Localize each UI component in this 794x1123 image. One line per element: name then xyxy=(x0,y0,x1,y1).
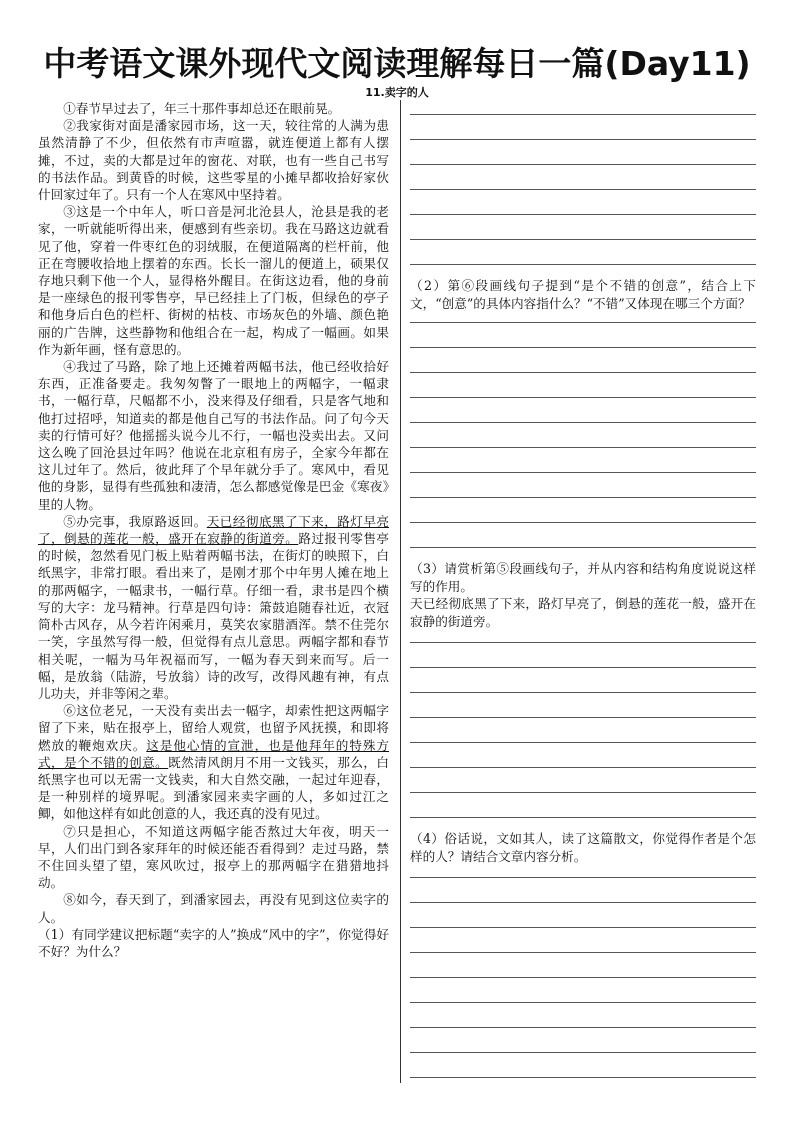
answer-line xyxy=(410,139,756,140)
answer-line xyxy=(410,1077,756,1078)
paragraph-5-lead: ⑤办完事，我原路返回。 xyxy=(63,513,207,529)
page-title: 中考语文课外现代文阅读理解每日一篇(Day11) xyxy=(43,44,751,83)
answer-lines-q2 xyxy=(410,322,756,548)
answer-line xyxy=(410,977,756,978)
question-1: （1）有同学建议把标题“卖字的人”换成“风中的字”，你觉得好不好？为什么？ xyxy=(38,926,389,959)
paragraph-6-underlined-sentence: 这是他心情的宣泄，也是他拜年的特殊方式，是个不错的创意。 xyxy=(38,737,390,770)
paragraph-3: ③这是一个中年人，听口音是河北沧县人，沧县是我的老家，一听就能听得出来，便感到有些亲切。我在马路这边就看见了他，穿着一件枣红色的羽绒服，在便道隔离的栏杆前，他正在弯腰收拾地上摆着的东西。长长一溜儿的便道上，硕果仅存地只剩下他一个人，显得格外醒目。在街这边看，他的身前是一座绿色的报刊零售亭，早已经挂上了门板，但绿色的亭子和他身后白色的栏杆、街树的枯枝、市场灰色的外墙、颜色艳丽的广告牌，这些静物和他组合在一起，构成了一幅画。如果作为新年画，怪有意思的。 xyxy=(38,204,389,357)
answer-line xyxy=(410,114,756,115)
answer-line xyxy=(410,322,756,323)
paragraph-2: ②我家街对面是潘家园市场，这一天，较往常的人满为患虽然清静了不少，但依然有市声喧嚣，就连便道上都有人摆摊，不过，卖的大都是过年的窗花、对联，也有一些自己书写的书法作品。到黄昏的时候，这些零星的小摊早都收拾好家伙什回家过年了。只有一个人在寒风中坚持着。 xyxy=(38,118,389,203)
answer-line xyxy=(410,264,756,265)
question-3-prompt: （3）请赏析第⑤段画线句子，并从内容和结构角度说说这样写的作用。 xyxy=(410,561,756,594)
column-divider xyxy=(400,100,401,1083)
answer-column xyxy=(410,100,756,1078)
answer-lines-q4 xyxy=(410,877,756,1078)
paragraph-5 xyxy=(38,513,389,702)
answer-line xyxy=(410,927,756,928)
answer-line xyxy=(410,447,756,448)
answer-line xyxy=(410,214,756,215)
answer-line xyxy=(410,902,756,903)
paragraph-5-underlined-sentence: 天已经彻底黑了下来，路灯早亮了，倒悬的莲花一般，盛开在寂静的街道旁。 xyxy=(38,513,390,547)
answer-line xyxy=(410,522,756,523)
paragraph-8: ⑧如今，春天到了，到潘家园去，再没有见到这位卖字的人。 xyxy=(38,892,389,925)
question-3 xyxy=(410,560,756,630)
paragraph-6-rest: 既然清风朗月不用一文钱买，那么，白纸黑字也可以无需一文钱卖，和大自然交融，一起过年迎春，是一种别样的境界呢。到潘家园来卖字画的人，多如过江之鲫，如他这样有如此创意的人，我还真的没有见过。 xyxy=(38,754,389,822)
paragraph-4: ④我过了马路，除了地上还摊着两幅书法，他已经收拾好东西，正准备要走。我匆匆瞥了一眼地上的两幅字，一幅隶书，一幅行草，尺幅都不小，没来得及仔细看，只是客气地和他打过招呼，知道卖的都是他自己写的书法作品。问了句今天卖的行情可好？他摇摇头说今儿不行，一幅也没卖出去。又问这么晚了回沧县过年吗？他说在北京租有房子，全家今年都在这儿过年了。然后，彼此拜了个早年就分手了。寒风中，看见他的身影，显得有些孤独和凄清，怎么都感觉像是巴金《寒夜》里的人物。 xyxy=(38,359,389,512)
answer-line xyxy=(410,497,756,498)
answer-line xyxy=(410,472,756,473)
answer-line xyxy=(410,189,756,190)
answer-line xyxy=(410,164,756,165)
answer-line xyxy=(410,742,756,743)
answer-line xyxy=(410,817,756,818)
answer-line xyxy=(410,1027,756,1028)
article-title: 11.卖字的人 xyxy=(365,86,429,99)
answer-lines-q3 xyxy=(410,642,756,818)
answer-line xyxy=(410,1002,756,1003)
question-4: （4）俗话说，文如其人，读了这篇散文，你觉得作者是个怎样的人？请结合文章内容分析。 xyxy=(410,831,756,864)
paragraph-1: ①春节早过去了，年三十那件事却总还在眼前晃。 xyxy=(63,101,341,116)
answer-line xyxy=(410,397,756,398)
answer-line xyxy=(410,422,756,423)
answer-line xyxy=(410,239,756,240)
question-3-quote: 天已经彻底黑了下来，路灯早亮了，倒悬的莲花一般，盛开在寂静的街道旁。 xyxy=(410,596,756,629)
answer-line xyxy=(410,347,756,348)
answer-line xyxy=(410,767,756,768)
answer-line xyxy=(410,667,756,668)
paragraph-6 xyxy=(38,702,389,822)
question-2: （2）第⑥段画线句子提到“是个不错的创意”，结合上下文，“创意”的具体内容指什么？“不错”又体现在哪三个方面？ xyxy=(410,278,756,311)
answer-line xyxy=(410,692,756,693)
answer-line xyxy=(410,642,756,643)
answer-line xyxy=(410,792,756,793)
answer-lines-q1 xyxy=(410,114,756,265)
paragraph-6-lead: ⑥这位老兄，一天没有卖出去一幅字，却索性把这两幅字留了下来，贴在报亭上，留给人观赏，也留予风抚摸，和即将燃放的鞭炮欢庆。 xyxy=(38,703,389,753)
answer-line xyxy=(410,372,756,373)
answer-line xyxy=(410,717,756,718)
paragraph-5-rest: 路过报刊零售亭的时候，忽然看见门板上贴着两幅书法，在街灯的映照下，白纸黑字，非常打眼。看出来了，是刚才那个中年男人摊在地上的那两幅字，一幅隶书，一幅行草。仔细一看，隶书是四个横写的大字：龙马精神。行草是四句诗：箫鼓追随春社近，衣冠简朴古风存，从今若许闲乘月，莫笑农家腊酒浑。禁不住莞尔一笑，字虽然写得一般，但觉得有点儿意思。两幅字都和春节相关呢，一幅为马年祝福而写，一幅为春天到来而写。后一幅，是放翁（陆游，号放翁）诗的改写，改得风趣有神，有点儿功夫，并非等闲之辈。 xyxy=(38,531,389,701)
answer-line xyxy=(410,877,756,878)
answer-line xyxy=(410,952,756,953)
article-column xyxy=(38,100,389,960)
answer-line xyxy=(410,1052,756,1053)
answer-line xyxy=(410,547,756,548)
paragraph-7: ⑦只是担心，不知道这两幅字能否熬过大年夜，明天一早，人们出门到各家拜年的时候还能否看得到？走过马路，禁不住回头望了望，寒风吹过，报亭上的那两幅字在猎猎地抖动。 xyxy=(38,823,389,891)
